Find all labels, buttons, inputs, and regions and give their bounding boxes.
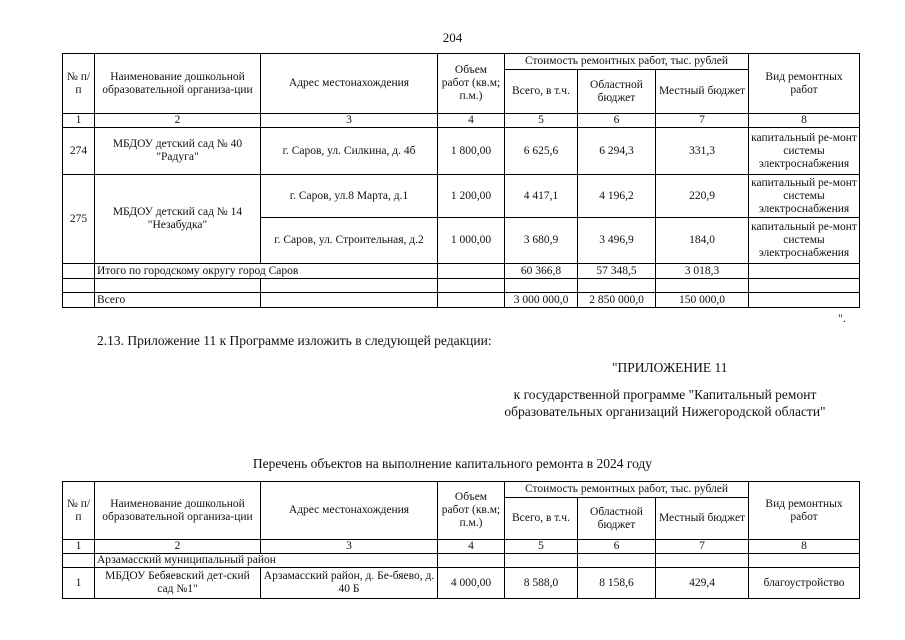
- row-regional: 4 196,2: [578, 175, 656, 218]
- col-number: 2: [95, 114, 261, 128]
- col-number: 3: [261, 540, 438, 554]
- row-local: 184,0: [656, 218, 749, 264]
- row-volume: 4 000,00: [438, 568, 505, 599]
- col-number: 5: [505, 540, 578, 554]
- subtotal-regional: 57 348,5: [578, 264, 656, 279]
- list-title: Перечень объектов на выполнение капитального ремонта в 2024 году: [252, 456, 653, 471]
- col-number: 6: [578, 114, 656, 128]
- table-row: [63, 568, 860, 599]
- col-number: 8: [749, 540, 860, 554]
- row-address: Арзамасский район, д. Бе-бяево, д. 40 Б: [261, 568, 438, 599]
- grand-regional: 2 850 000,0: [578, 293, 656, 308]
- row-total: 6 625,6: [505, 128, 578, 175]
- row-local: 429,4: [656, 568, 749, 599]
- row-work-type: капитальный ре-монт системы электроснабжения: [749, 218, 860, 264]
- header-num: № п/п: [63, 54, 95, 114]
- row-total: 4 417,1: [505, 175, 578, 218]
- header-address: Адрес местонахождения: [261, 54, 438, 114]
- header-volume: Объем работ (кв.м; п.м.): [438, 482, 505, 540]
- row-volume: 1 200,00: [438, 175, 505, 218]
- subtotal-label: Итого по городскому округу город Саров: [95, 264, 438, 279]
- col-number: 4: [438, 540, 505, 554]
- subtotal-row: [63, 264, 860, 279]
- appendix-subtitle: к государственной программе "Капитальный ремонт образовательных организаций Нижегородской области": [504, 387, 826, 419]
- col-number: 4: [438, 114, 505, 128]
- empty-row: [63, 279, 860, 293]
- header-local: Местный бюджет: [656, 70, 749, 114]
- row-regional: 6 294,3: [578, 128, 656, 175]
- col-number: 8: [749, 114, 860, 128]
- subtotal-total: 60 366,8: [505, 264, 578, 279]
- grand-total: 3 000 000,0: [505, 293, 578, 308]
- row-total: 8 588,0: [505, 568, 578, 599]
- row-local: 331,3: [656, 128, 749, 175]
- header-work-type: Вид ремонтных работ: [749, 482, 860, 540]
- header-local: Местный бюджет: [656, 498, 749, 540]
- appendix-title: "ПРИЛОЖЕНИЕ 11: [612, 360, 728, 375]
- row-work-type: капитальный ре-монт системы электроснабжения: [749, 175, 860, 218]
- header-address: Адрес местонахождения: [261, 482, 438, 540]
- grand-total-row: [63, 293, 860, 308]
- row-address: г. Саров, ул. Строительная, д.2: [261, 218, 438, 264]
- row-volume: 1 800,00: [438, 128, 505, 175]
- col-number: 3: [261, 114, 438, 128]
- closing-quote: ".: [838, 311, 846, 325]
- row-regional: 3 496,9: [578, 218, 656, 264]
- page-number: 204: [442, 30, 463, 45]
- header-org-name: Наименование дошкольной образовательной организа-ции: [95, 482, 261, 540]
- grand-total-label: Всего: [95, 293, 261, 308]
- header-total: Всего, в т.ч.: [505, 70, 578, 114]
- header-cost-group: Стоимость ремонтных работ, тыс. рублей: [505, 54, 749, 70]
- row-work-type: благоустройство: [749, 568, 860, 599]
- row-address: г. Саров, ул.8 Марта, д.1: [261, 175, 438, 218]
- row-total: 3 680,9: [505, 218, 578, 264]
- row-address: г. Саров, ул. Силкина, д. 4б: [261, 128, 438, 175]
- header-regional: Областной бюджет: [578, 70, 656, 114]
- table-row: [63, 175, 860, 218]
- header-total: Всего, в т.ч.: [505, 498, 578, 540]
- col-number: 5: [505, 114, 578, 128]
- table-row: [63, 128, 860, 175]
- col-number: 7: [656, 540, 749, 554]
- row-org-name: МБДОУ детский сад № 40 "Радуга": [95, 128, 261, 175]
- col-number: 2: [95, 540, 261, 554]
- header-org-name: Наименование дошкольной образовательной организа-ции: [95, 54, 261, 114]
- row-regional: 8 158,6: [578, 568, 656, 599]
- col-number: 1: [63, 540, 95, 554]
- header-volume: Объем работ (кв.м; п.м.): [438, 54, 505, 114]
- header-cost-group: Стоимость ремонтных работ, тыс. рублей: [505, 482, 749, 498]
- col-number: 7: [656, 114, 749, 128]
- subtotal-local: 3 018,3: [656, 264, 749, 279]
- col-number: 6: [578, 540, 656, 554]
- amendment-paragraph: 2.13. Приложение 11 к Программе изложить в следующей редакции:: [97, 333, 492, 348]
- header-regional: Областной бюджет: [578, 498, 656, 540]
- grand-local: 150 000,0: [656, 293, 749, 308]
- row-volume: 1 000,00: [438, 218, 505, 264]
- district-row: [63, 554, 860, 568]
- repair-table-2024: [62, 481, 860, 599]
- row-work-type: капитальный ре-монт системы электроснабжения: [749, 128, 860, 175]
- col-number: 1: [63, 114, 95, 128]
- header-num: № п/п: [63, 482, 95, 540]
- row-num: 1: [63, 568, 95, 599]
- row-num: 274: [63, 128, 95, 175]
- district-label: Арзамасский муниципальный район: [95, 554, 438, 568]
- row-org-name: МБДОУ Бебяевский дет-ский сад №1": [95, 568, 261, 599]
- row-local: 220,9: [656, 175, 749, 218]
- row-num: 275: [63, 175, 95, 264]
- row-org-name: МБДОУ детский сад № 14 "Незабудка": [95, 175, 261, 264]
- header-work-type: Вид ремонтных работ: [749, 54, 860, 114]
- repair-table-2023: [62, 53, 860, 308]
